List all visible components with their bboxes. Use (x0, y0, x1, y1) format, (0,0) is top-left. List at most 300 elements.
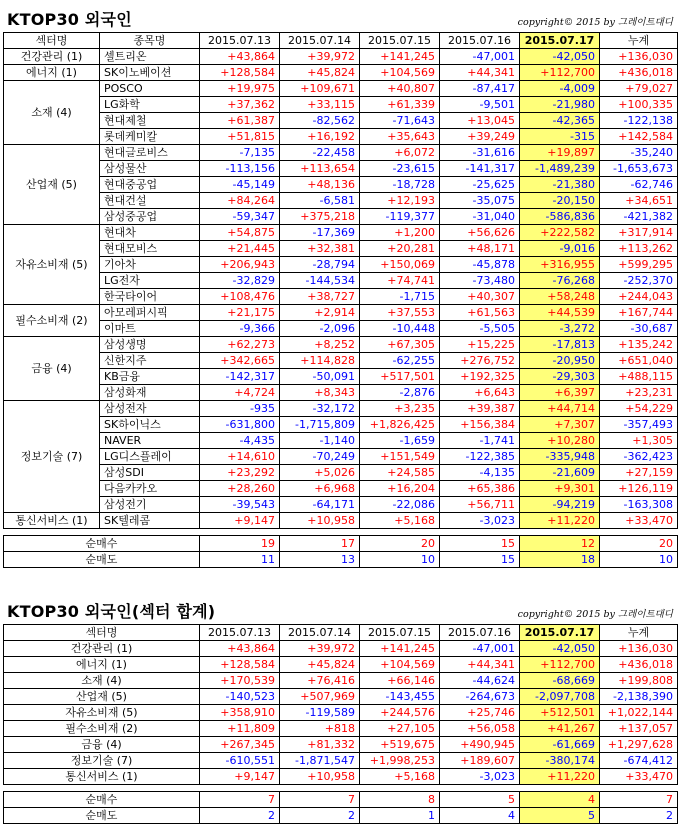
value-cell: -264,673 (440, 689, 520, 705)
column-header: 2015.07.15 (360, 625, 440, 641)
table-row (4, 337, 678, 353)
value-cell: +61,563 (440, 305, 520, 321)
value-cell: -47,001 (440, 49, 520, 65)
column-header: 누계 (600, 33, 678, 49)
value-cell: +48,171 (440, 241, 520, 257)
sector-cell: 자유소비재 (5) (4, 225, 100, 305)
value-cell: +43,864 (200, 49, 280, 65)
table-row (4, 641, 678, 657)
value-cell: +37,553 (360, 305, 440, 321)
value-cell: -10,448 (360, 321, 440, 337)
value-cell: -421,382 (600, 209, 678, 225)
stock-name-cell: 기아차 (100, 257, 200, 273)
value-cell: +104,569 (360, 657, 440, 673)
value-cell: +141,245 (360, 641, 440, 657)
value-cell: +342,665 (200, 353, 280, 369)
value-cell: +40,807 (360, 81, 440, 97)
value-cell: +9,147 (200, 769, 280, 785)
value-cell: +1,826,425 (360, 417, 440, 433)
count-row (4, 792, 678, 808)
stock-name-cell: 이마트 (100, 321, 200, 337)
value-cell: +206,943 (200, 257, 280, 273)
value-cell: +10,280 (520, 433, 600, 449)
count-value-cell: 18 (520, 552, 600, 568)
value-cell: +20,281 (360, 241, 440, 257)
value-cell: +62,273 (200, 337, 280, 353)
count-value-cell: 5 (520, 808, 600, 824)
value-cell: -42,050 (520, 641, 600, 657)
value-cell: +43,864 (200, 641, 280, 657)
value-cell: -1,715 (360, 289, 440, 305)
sector-cell: 건강관리 (1) (4, 641, 200, 657)
count-label-cell: 순매도 (4, 552, 200, 568)
sector-count-table (3, 791, 678, 824)
table-row (4, 305, 678, 321)
table-row (4, 689, 678, 705)
stock-table (3, 32, 678, 529)
stock-name-cell: 현대제철 (100, 113, 200, 129)
value-cell: -17,369 (280, 225, 360, 241)
value-cell: +67,305 (360, 337, 440, 353)
value-cell: -61,669 (520, 737, 600, 753)
value-cell: +151,549 (360, 449, 440, 465)
value-cell: -42,050 (520, 49, 600, 65)
table-row (4, 737, 678, 753)
value-cell: -4,009 (520, 81, 600, 97)
value-cell: -20,150 (520, 193, 600, 209)
value-cell: +35,643 (360, 129, 440, 145)
value-cell: +512,501 (520, 705, 600, 721)
value-cell: +317,914 (600, 225, 678, 241)
value-cell: +15,225 (440, 337, 520, 353)
table-row (4, 497, 678, 513)
count-label-cell: 순매도 (4, 808, 200, 824)
value-cell: -31,040 (440, 209, 520, 225)
value-cell: -1,659 (360, 433, 440, 449)
count-label-cell: 순매수 (4, 536, 200, 552)
table-row (4, 289, 678, 305)
value-cell: -5,505 (440, 321, 520, 337)
value-cell: +44,341 (440, 65, 520, 81)
value-cell: +6,968 (280, 481, 360, 497)
value-cell: +14,610 (200, 449, 280, 465)
table-row (4, 145, 678, 161)
value-cell: +1,998,253 (360, 753, 440, 769)
count-value-cell: 2 (280, 808, 360, 824)
value-cell: +3,235 (360, 401, 440, 417)
column-header: 섹터명 (4, 33, 100, 49)
value-cell: +818 (280, 721, 360, 737)
value-cell: +6,072 (360, 145, 440, 161)
sector-table-title: KTOP30 외국인(섹터 합계) (7, 602, 216, 621)
stock-name-cell: LG전자 (100, 273, 200, 289)
sector-cell: 소재 (4) (4, 673, 200, 689)
table-row (4, 721, 678, 737)
value-cell: -73,480 (440, 273, 520, 289)
value-cell: -6,581 (280, 193, 360, 209)
value-cell: +27,159 (600, 465, 678, 481)
table-row (4, 753, 678, 769)
value-cell: -113,156 (200, 161, 280, 177)
stock-name-cell: KB금융 (100, 369, 200, 385)
value-cell: +375,218 (280, 209, 360, 225)
table-row (4, 433, 678, 449)
value-cell: +170,539 (200, 673, 280, 689)
value-cell: -30,687 (600, 321, 678, 337)
table-row (4, 177, 678, 193)
sector-table-body (4, 641, 678, 785)
value-cell: -631,800 (200, 417, 280, 433)
value-cell: +56,058 (440, 721, 520, 737)
column-header: 섹터명 (4, 625, 200, 641)
value-cell: -140,523 (200, 689, 280, 705)
value-cell: -4,435 (200, 433, 280, 449)
value-cell: +16,192 (280, 129, 360, 145)
value-cell: +40,307 (440, 289, 520, 305)
value-cell: +5,168 (360, 769, 440, 785)
value-cell: +10,958 (280, 513, 360, 529)
value-cell: -2,138,390 (600, 689, 678, 705)
column-header: 2015.07.16 (440, 33, 520, 49)
value-cell: -76,268 (520, 273, 600, 289)
sector-table (3, 624, 678, 785)
table-row (4, 353, 678, 369)
value-cell: +150,069 (360, 257, 440, 273)
value-cell: -68,669 (520, 673, 600, 689)
sector-cell: 통신서비스 (1) (4, 769, 200, 785)
column-header: 2015.07.13 (200, 625, 280, 641)
value-cell: +490,945 (440, 737, 520, 753)
value-cell: -82,562 (280, 113, 360, 129)
sector-cell: 에너지 (1) (4, 657, 200, 673)
sector-cell: 통신서비스 (1) (4, 513, 100, 529)
count-value-cell: 5 (440, 792, 520, 808)
value-cell: +23,231 (600, 385, 678, 401)
stock-name-cell: 신한지주 (100, 353, 200, 369)
stock-name-cell: SK텔레콤 (100, 513, 200, 529)
value-cell: -45,878 (440, 257, 520, 273)
table-row (4, 417, 678, 433)
value-cell: +112,700 (520, 65, 600, 81)
count-row (4, 808, 678, 824)
value-cell: +76,416 (280, 673, 360, 689)
sector-cell: 정보기술 (7) (4, 401, 100, 513)
sector-cell: 산업재 (5) (4, 145, 100, 225)
table-row (4, 161, 678, 177)
value-cell: +156,384 (440, 417, 520, 433)
count-value-cell: 15 (440, 536, 520, 552)
table-row (4, 49, 678, 65)
count-value-cell: 7 (600, 792, 678, 808)
value-cell: +27,105 (360, 721, 440, 737)
value-cell: +1,022,144 (600, 705, 678, 721)
table-row (4, 65, 678, 81)
value-cell: -935 (200, 401, 280, 417)
count-row (4, 536, 678, 552)
value-cell: -28,794 (280, 257, 360, 273)
value-cell: -50,091 (280, 369, 360, 385)
value-cell: +113,654 (280, 161, 360, 177)
value-cell: +13,045 (440, 113, 520, 129)
value-cell: +11,809 (200, 721, 280, 737)
value-cell: +142,584 (600, 129, 678, 145)
value-cell: +84,264 (200, 193, 280, 209)
value-cell: -87,417 (440, 81, 520, 97)
copyright-text: copyright© 2015 by 그레이트대디 (517, 17, 673, 28)
value-cell: +21,175 (200, 305, 280, 321)
value-cell: +192,325 (440, 369, 520, 385)
stock-name-cell: 셀트리온 (100, 49, 200, 65)
value-cell: +79,027 (600, 81, 678, 97)
value-cell: +19,975 (200, 81, 280, 97)
value-cell: +65,386 (440, 481, 520, 497)
sector-cell: 정보기술 (7) (4, 753, 200, 769)
value-cell: +44,714 (520, 401, 600, 417)
value-cell: -22,086 (360, 497, 440, 513)
value-cell: -252,370 (600, 273, 678, 289)
value-cell: +599,295 (600, 257, 678, 273)
table-row (4, 129, 678, 145)
value-cell: +41,267 (520, 721, 600, 737)
table-row (4, 449, 678, 465)
value-cell: -141,317 (440, 161, 520, 177)
sector-count-body (4, 792, 678, 824)
value-cell: +61,387 (200, 113, 280, 129)
value-cell: +51,815 (200, 129, 280, 145)
stock-table-section (3, 6, 677, 568)
table-row (4, 193, 678, 209)
count-value-cell: 1 (360, 808, 440, 824)
value-cell: +56,626 (440, 225, 520, 241)
value-cell: +45,824 (280, 65, 360, 81)
value-cell: +108,476 (200, 289, 280, 305)
count-value-cell: 20 (600, 536, 678, 552)
column-header: 2015.07.15 (360, 33, 440, 49)
count-value-cell: 10 (360, 552, 440, 568)
value-cell: +112,700 (520, 657, 600, 673)
value-cell: +141,245 (360, 49, 440, 65)
value-cell: -4,135 (440, 465, 520, 481)
value-cell: -1,653,673 (600, 161, 678, 177)
table-row (4, 657, 678, 673)
value-cell: +74,741 (360, 273, 440, 289)
value-cell: -35,240 (600, 145, 678, 161)
column-header: 누계 (600, 625, 678, 641)
stock-name-cell: 현대건설 (100, 193, 200, 209)
count-value-cell: 4 (440, 808, 520, 824)
column-header: 2015.07.16 (440, 625, 520, 641)
value-cell: -23,615 (360, 161, 440, 177)
column-header-highlighted: 2015.07.17 (520, 33, 600, 49)
stock-name-cell: 삼성전자 (100, 401, 200, 417)
value-cell: -32,829 (200, 273, 280, 289)
value-cell: -21,380 (520, 177, 600, 193)
value-cell: +8,343 (280, 385, 360, 401)
value-cell: +28,260 (200, 481, 280, 497)
value-cell: -2,876 (360, 385, 440, 401)
value-cell: +5,026 (280, 465, 360, 481)
value-cell: +358,910 (200, 705, 280, 721)
stock-name-cell: 삼성생명 (100, 337, 200, 353)
count-value-cell: 10 (600, 552, 678, 568)
stock-name-cell: 현대글로비스 (100, 145, 200, 161)
value-cell: +58,248 (520, 289, 600, 305)
value-cell: +48,136 (280, 177, 360, 193)
value-cell: +23,292 (200, 465, 280, 481)
stock-table-head-row (4, 33, 678, 49)
value-cell: +244,576 (360, 705, 440, 721)
stock-count-table (3, 535, 678, 568)
stock-table-body (4, 49, 678, 529)
value-cell: +126,119 (600, 481, 678, 497)
value-cell: -44,624 (440, 673, 520, 689)
value-cell: +244,043 (600, 289, 678, 305)
sector-cell: 필수소비재 (2) (4, 721, 200, 737)
value-cell: -20,950 (520, 353, 600, 369)
value-cell: +39,972 (280, 641, 360, 657)
table-row (4, 257, 678, 273)
value-cell: -2,096 (280, 321, 360, 337)
value-cell: +10,958 (280, 769, 360, 785)
value-cell: -9,366 (200, 321, 280, 337)
table-row (4, 273, 678, 289)
value-cell: -71,643 (360, 113, 440, 129)
value-cell: -59,347 (200, 209, 280, 225)
value-cell: -2,097,708 (520, 689, 600, 705)
value-cell: +11,220 (520, 769, 600, 785)
value-cell: -586,836 (520, 209, 600, 225)
value-cell: -47,001 (440, 641, 520, 657)
value-cell: -1,140 (280, 433, 360, 449)
value-cell: -21,609 (520, 465, 600, 481)
value-cell: +1,200 (360, 225, 440, 241)
table-row (4, 209, 678, 225)
value-cell: +189,607 (440, 753, 520, 769)
stock-name-cell: 현대차 (100, 225, 200, 241)
stock-count-body (4, 536, 678, 568)
value-cell: +54,875 (200, 225, 280, 241)
value-cell: +488,115 (600, 369, 678, 385)
value-cell: -62,746 (600, 177, 678, 193)
count-value-cell: 20 (360, 536, 440, 552)
count-value-cell: 4 (520, 792, 600, 808)
value-cell: +109,671 (280, 81, 360, 97)
table-row (4, 401, 678, 417)
value-cell: +34,651 (600, 193, 678, 209)
value-cell: +5,168 (360, 513, 440, 529)
value-cell: +135,242 (600, 337, 678, 353)
value-cell: -1,741 (440, 433, 520, 449)
value-cell: +44,539 (520, 305, 600, 321)
stock-name-cell: 삼성물산 (100, 161, 200, 177)
value-cell: +11,220 (520, 513, 600, 529)
value-cell: +128,584 (200, 657, 280, 673)
stock-name-cell: 현대중공업 (100, 177, 200, 193)
value-cell: -64,171 (280, 497, 360, 513)
count-value-cell: 15 (440, 552, 520, 568)
stock-table-header (3, 6, 677, 32)
value-cell: +9,301 (520, 481, 600, 497)
copyright-text: copyright© 2015 by 그레이트대디 (517, 609, 673, 620)
value-cell: +276,752 (440, 353, 520, 369)
value-cell: -1,871,547 (280, 753, 360, 769)
value-cell: -31,616 (440, 145, 520, 161)
sector-table-header (3, 598, 677, 624)
stock-name-cell: 삼성화재 (100, 385, 200, 401)
value-cell: -45,149 (200, 177, 280, 193)
value-cell: +19,897 (520, 145, 600, 161)
value-cell: +316,955 (520, 257, 600, 273)
value-cell: -1,489,239 (520, 161, 600, 177)
value-cell: -3,272 (520, 321, 600, 337)
column-header: 2015.07.14 (280, 625, 360, 641)
value-cell: -3,023 (440, 513, 520, 529)
table-row (4, 321, 678, 337)
table-row (4, 673, 678, 689)
value-cell: +81,332 (280, 737, 360, 753)
value-cell: +517,501 (360, 369, 440, 385)
count-value-cell: 11 (200, 552, 280, 568)
count-value-cell: 19 (200, 536, 280, 552)
stock-table-title: KTOP30 외국인 (7, 10, 132, 29)
value-cell: -119,589 (280, 705, 360, 721)
column-header: 종목명 (100, 33, 200, 49)
value-cell: -18,728 (360, 177, 440, 193)
value-cell: +39,972 (280, 49, 360, 65)
stock-name-cell: 한국타이어 (100, 289, 200, 305)
column-header-highlighted: 2015.07.17 (520, 625, 600, 641)
value-cell: +37,362 (200, 97, 280, 113)
value-cell: -9,016 (520, 241, 600, 257)
count-label-cell: 순매수 (4, 792, 200, 808)
value-cell: +6,643 (440, 385, 520, 401)
value-cell: +436,018 (600, 65, 678, 81)
count-value-cell: 8 (360, 792, 440, 808)
sector-cell: 산업재 (5) (4, 689, 200, 705)
table-row (4, 369, 678, 385)
value-cell: -143,455 (360, 689, 440, 705)
sector-table-section (3, 598, 677, 824)
value-cell: +44,341 (440, 657, 520, 673)
value-cell: +9,147 (200, 513, 280, 529)
value-cell: +222,582 (520, 225, 600, 241)
table-row (4, 769, 678, 785)
stock-name-cell: 현대모비스 (100, 241, 200, 257)
value-cell: +267,345 (200, 737, 280, 753)
value-cell: +100,335 (600, 97, 678, 113)
value-cell: +1,297,628 (600, 737, 678, 753)
value-cell: +137,057 (600, 721, 678, 737)
value-cell: +33,470 (600, 769, 678, 785)
value-cell: +24,585 (360, 465, 440, 481)
value-cell: -21,980 (520, 97, 600, 113)
stock-name-cell: 삼성전기 (100, 497, 200, 513)
value-cell: +136,030 (600, 49, 678, 65)
stock-name-cell: SK하이닉스 (100, 417, 200, 433)
value-cell: +113,262 (600, 241, 678, 257)
value-cell: +8,252 (280, 337, 360, 353)
value-cell: -35,075 (440, 193, 520, 209)
table-row (4, 241, 678, 257)
value-cell: +136,030 (600, 641, 678, 657)
value-cell: -39,543 (200, 497, 280, 513)
count-value-cell: 13 (280, 552, 360, 568)
stock-name-cell: NAVER (100, 433, 200, 449)
table-row (4, 81, 678, 97)
table-row (4, 513, 678, 529)
count-value-cell: 2 (600, 808, 678, 824)
value-cell: +507,969 (280, 689, 360, 705)
